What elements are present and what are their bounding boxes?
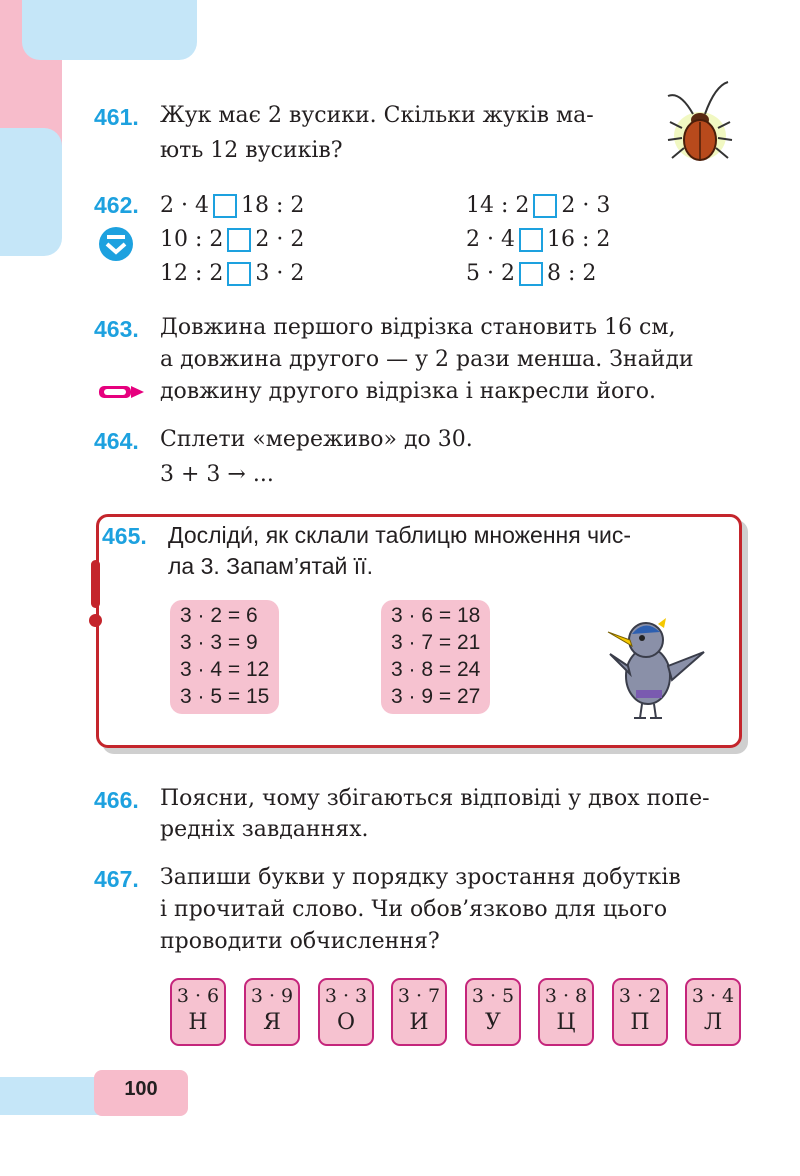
table-row: 3 · 3 = 9 — [180, 631, 258, 654]
letter-card — [318, 978, 374, 1046]
card-expression: 3 · 6 — [176, 985, 220, 1007]
task-number-465: 465. — [102, 523, 147, 549]
card-letter: Н — [188, 1010, 208, 1035]
task-467-line-2: і прочитай слово. Чи обов’язково для цього — [160, 897, 668, 922]
table-row: 3 · 7 = 21 — [391, 631, 481, 654]
task-466-line-2: редніх завданнях. — [160, 817, 369, 842]
card-expression: 3 · 5 — [471, 985, 515, 1007]
comparison-row — [160, 189, 304, 223]
task-461-line-2: ють 12 вусиків? — [160, 138, 343, 163]
task-number-462: 462. — [94, 192, 139, 218]
right-operand: 8 : 2 — [546, 261, 597, 286]
right-operand: 3 · 2 — [255, 261, 305, 286]
task-467-line-1: Запиши букви у порядку зростання добутків — [160, 865, 681, 890]
table-row: 3 · 5 = 15 — [180, 685, 270, 708]
letter-card — [244, 978, 300, 1046]
comparison-row — [160, 257, 304, 291]
multiplication-table-1 — [170, 600, 279, 714]
task-number-463: 463. — [94, 316, 139, 342]
left-operand: 5 · 2 — [466, 261, 515, 286]
task-463-line-2: а довжина другого — у 2 рази менша. Знайди — [160, 347, 694, 372]
card-expression: 3 · 7 — [397, 985, 441, 1007]
card-expression: 3 · 9 — [250, 985, 294, 1007]
letter-card — [538, 978, 594, 1046]
bird-illustration — [600, 610, 715, 725]
task-number-466: 466. — [94, 787, 139, 813]
card-expression: 3 · 3 — [324, 985, 368, 1007]
letter-card — [170, 978, 226, 1046]
right-operand: 2 · 3 — [561, 193, 611, 218]
comparison-row — [466, 189, 610, 223]
task-465-line-1: Досліди́, як склали таблицю множення чис- — [168, 522, 632, 548]
task-463-line-1: Довжина першого відрізка становить 16 см, — [160, 315, 676, 340]
card-letter: И — [409, 1010, 429, 1035]
page-edge-blue-tab — [0, 128, 62, 256]
comparison-row — [466, 223, 610, 257]
comparison-box[interactable] — [519, 228, 543, 252]
page-number: 100 — [124, 1078, 158, 1100]
card-letter: О — [336, 1010, 356, 1035]
card-letter: Я — [263, 1010, 281, 1035]
left-operand: 2 · 4 — [160, 193, 209, 218]
task-463-line-3: довжину другого відрізка і накресли його. — [160, 379, 657, 404]
comparison-box[interactable] — [227, 262, 251, 286]
compare-icon — [98, 226, 134, 262]
exclamation-icon — [91, 560, 100, 608]
comparison-row — [160, 223, 304, 257]
table-row: 3 · 6 = 18 — [391, 604, 481, 627]
card-expression: 3 · 2 — [618, 985, 662, 1007]
task-464-line-1: Сплети «мереживо» до 30. — [160, 427, 473, 452]
right-operand: 2 · 2 — [255, 227, 305, 252]
comparison-box[interactable] — [533, 194, 557, 218]
task-464-line-2: 3 + 3 → ... — [160, 462, 274, 487]
page-corner-blue-top — [22, 0, 197, 60]
table-row: 3 · 2 = 6 — [180, 604, 258, 627]
task-number-461: 461. — [94, 104, 139, 130]
pencil-icon — [98, 382, 146, 402]
right-operand: 16 : 2 — [546, 227, 611, 252]
comparison-row — [466, 257, 596, 291]
task-number-464: 464. — [94, 428, 139, 454]
exclamation-dot-icon — [89, 614, 102, 627]
multiplication-table-2 — [381, 600, 490, 714]
right-operand: 18 : 2 — [240, 193, 305, 218]
comparison-box[interactable] — [227, 228, 251, 252]
beetle-illustration — [660, 76, 740, 170]
left-operand: 12 : 2 — [160, 261, 224, 286]
card-letter: Л — [703, 1010, 723, 1035]
letter-card — [612, 978, 668, 1046]
table-row: 3 · 8 = 24 — [391, 658, 481, 681]
task-number-467: 467. — [94, 866, 139, 892]
table-row: 3 · 4 = 12 — [180, 658, 270, 681]
task-461-line-1: Жук має 2 вусики. Скільки жуків ма- — [160, 103, 594, 128]
task-467-line-3: проводити обчислення? — [160, 929, 440, 954]
task-465-line-2: ла 3. Запам’ятай її. — [168, 553, 373, 579]
left-operand: 10 : 2 — [160, 227, 224, 252]
card-expression: 3 · 8 — [544, 985, 588, 1007]
letter-card — [465, 978, 521, 1046]
card-letter: У — [485, 1010, 501, 1035]
card-letter: Ц — [556, 1010, 576, 1035]
left-operand: 2 · 4 — [466, 227, 515, 252]
letter-card — [685, 978, 741, 1046]
card-letter: П — [630, 1010, 650, 1035]
card-expression: 3 · 4 — [691, 985, 735, 1007]
comparison-box[interactable] — [213, 194, 237, 218]
left-operand: 14 : 2 — [466, 193, 530, 218]
table-row: 3 · 9 = 27 — [391, 685, 481, 708]
letter-card — [391, 978, 447, 1046]
comparison-box[interactable] — [519, 262, 543, 286]
task-466-line-1: Поясни, чому збігаються відповіді у двох попе- — [160, 786, 710, 811]
